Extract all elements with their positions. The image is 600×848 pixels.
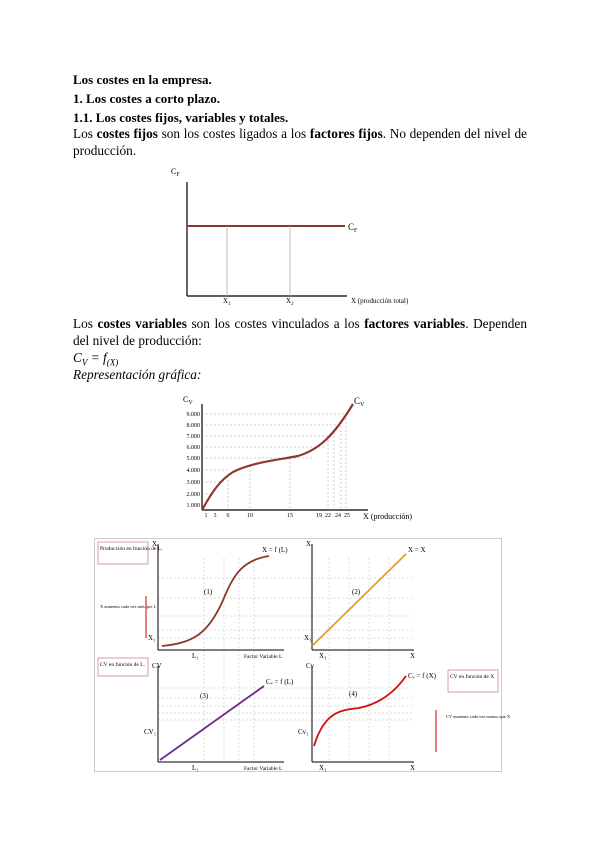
p2-y: X <box>306 540 312 548</box>
cv-ytick: 5.000 <box>186 456 200 462</box>
four-panel-diagram <box>94 538 511 772</box>
p1-l1: L₁ <box>192 652 199 660</box>
p3-cv1: CV₁ <box>144 728 157 736</box>
variable-cost-chart <box>178 392 430 524</box>
cf-x-axis-label: X (producción total) <box>351 297 409 305</box>
cv-xtick: 3 <box>213 513 217 519</box>
p1-curve-label: X = f (L) <box>262 546 288 554</box>
cv-xtick: 15 <box>287 513 293 519</box>
p4-cv1: Cv₁ <box>298 728 309 736</box>
box-ml: CV en función de L. <box>100 662 145 668</box>
p3-curve-label: Cᵥ = f (L) <box>266 678 294 686</box>
p2-num: (2) <box>352 588 361 596</box>
cf-x1-label: $X_1$ <box>223 297 231 307</box>
p3-x: Factor Variable L <box>244 766 283 772</box>
graph-title: Representación gráfica: <box>73 367 202 382</box>
p1-num: (1) <box>204 588 213 596</box>
cv-xtick: 6 <box>226 513 230 519</box>
cv-xtick: 25 <box>344 513 350 519</box>
p3-num: (3) <box>200 692 209 700</box>
cf-curve-label: $C_F$ <box>348 222 358 234</box>
cv-xtick: 19 <box>316 513 322 519</box>
diagram-border <box>95 539 502 772</box>
subsection-heading: 1.1. Los costes fijos, variables y totales. <box>73 110 289 125</box>
doc-title: Los costes en la empresa. <box>73 72 212 87</box>
cv-curve-label: $C_V$ <box>354 396 365 408</box>
cv-curve <box>202 404 353 510</box>
cv-x-axis-label: X (producción) <box>363 512 413 521</box>
variable-costs-paragraph: Los costes variables son los costes vinculados a los factores variables. Dependen del nivel de producción: <box>73 316 527 348</box>
p4-x1: X₁ <box>319 764 327 772</box>
p2-x1: X₁ <box>304 634 312 642</box>
p1-x1: X₁ <box>148 634 156 642</box>
fixed-costs-paragraph: Los costes fijos son los costes ligados a los factores fijos. No dependen del nivel de producción. <box>73 126 527 158</box>
note-cv: CV aumenta cada vez menos que X <box>446 714 511 719</box>
cv-ytick: 2.000 <box>186 492 200 498</box>
cv-ytick: 7.000 <box>186 434 200 440</box>
p4-num: (4) <box>349 690 358 698</box>
p4-curve-label: Cᵥ = f (X) <box>408 672 436 680</box>
cv-xtick: 1 <box>204 513 208 519</box>
cv-xtick: 10 <box>247 513 253 519</box>
cf-y-label: $C_F$ <box>171 167 180 178</box>
p4-x: X <box>410 764 416 772</box>
cv-xtick: 24 <box>335 513 341 519</box>
p1-x: Factor Variable L <box>244 654 283 660</box>
p4-y: Cv <box>306 662 315 670</box>
cv-ytick: 8.000 <box>186 423 200 429</box>
p3-y: CV <box>152 662 162 670</box>
cv-ytick: 1.000 <box>186 503 200 509</box>
p2-x1b: X₁ <box>319 652 327 660</box>
cf-x2-label: $X_2$ <box>286 297 294 307</box>
cv-ytick: 6.000 <box>186 445 200 451</box>
cv-y-label: $C_V$ <box>183 395 193 406</box>
p1-y: X <box>152 540 158 548</box>
cv-formula: $C_V = f_{(X)}$ <box>73 350 119 368</box>
section-heading: 1. Los costes a corto plazo. <box>73 91 220 106</box>
p2-x: X <box>410 652 416 660</box>
box-tl: Producción en función de L. <box>100 546 163 552</box>
box-r: CV en función de X <box>450 674 495 680</box>
cv-ytick: 9.000 <box>186 412 200 418</box>
cv-x-ticks <box>205 513 351 519</box>
cv-ytick: 3.000 <box>186 480 200 486</box>
cv-grid <box>202 414 346 510</box>
cv-xtick: 22 <box>325 513 331 519</box>
cv-y-ticks <box>187 412 201 509</box>
cv-ytick: 4.000 <box>186 468 200 474</box>
note-x: X aumenta cada vez más que L <box>100 604 157 609</box>
fixed-cost-chart <box>165 160 435 308</box>
p2-curve-label: X = X <box>408 546 426 554</box>
p3-l1: L₁ <box>192 764 199 772</box>
